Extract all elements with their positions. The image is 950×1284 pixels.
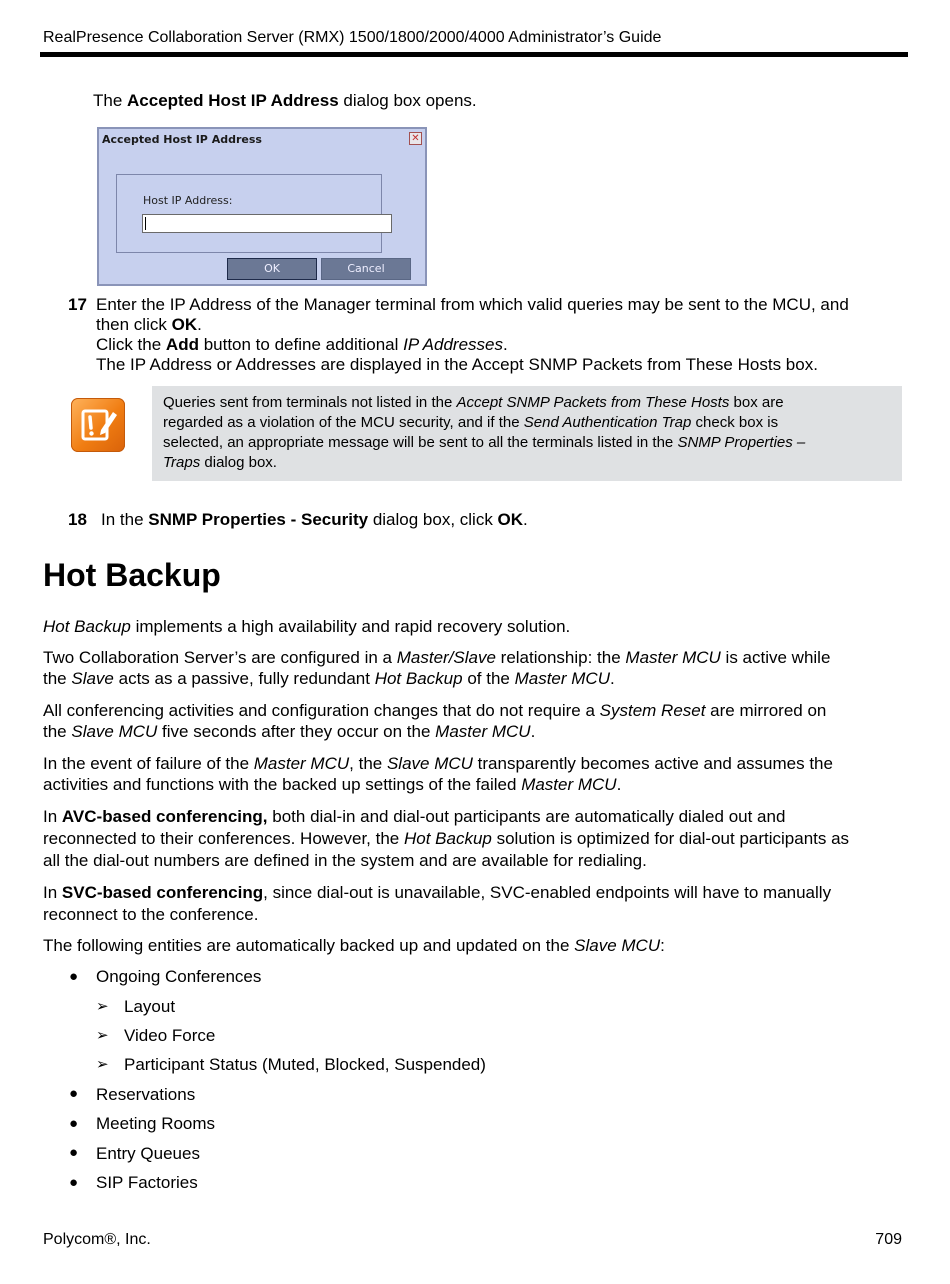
- arrow-bullet-icon: ➢: [96, 1056, 109, 1073]
- paragraph-6-line-1: In SVC-based conferencing, since dial-out is unavailable, SVC-enabled endpoints will have to manually: [43, 883, 832, 902]
- paragraph-4-line-2: activities and functions with the backed up settings of the failed Master MCU.: [43, 775, 622, 794]
- list-subitem: Video Force: [124, 1026, 216, 1045]
- accepted-host-ip-dialog: [97, 127, 427, 286]
- list-subitem: Participant Status (Muted, Blocked, Suspended): [124, 1055, 486, 1074]
- list-item: Meeting Rooms: [96, 1114, 216, 1133]
- page-header-title: RealPresence Collaboration Server (RMX) 1500/1800/2000/4000 Administrator’s Guide: [43, 29, 662, 46]
- list-item: Ongoing Conferences: [96, 967, 262, 986]
- paragraph-3-line-1: All conferencing activities and configuration changes that do not require a System Reset are mirrored on: [43, 701, 827, 720]
- header-rule: [40, 52, 908, 57]
- host-ip-label: Host IP Address:: [143, 194, 233, 207]
- list-item: Reservations: [96, 1085, 196, 1104]
- step-18-text: In the SNMP Properties - Security dialog box, click OK.: [101, 510, 528, 529]
- paragraph-5-line-3: all the dial-out numbers are defined in the system and are available for redialing.: [43, 851, 647, 870]
- ok-button[interactable]: OK: [227, 258, 317, 280]
- bullet-icon: ●: [69, 1115, 79, 1132]
- arrow-bullet-icon: ➢: [96, 998, 109, 1015]
- dialog-field-group: [116, 174, 382, 253]
- host-ip-input[interactable]: [142, 214, 392, 233]
- note-box: [152, 386, 902, 481]
- page-number: 709: [875, 1231, 902, 1248]
- note-line-4: Traps dialog box.: [163, 454, 277, 471]
- paragraph-3-line-2: the Slave MCU five seconds after they occur on the Master MCU.: [43, 722, 536, 741]
- step-17-line-4: The IP Address or Addresses are displayed in the Accept SNMP Packets from These Hosts box.: [96, 355, 818, 374]
- list-item: SIP Factories: [96, 1173, 198, 1192]
- note-pencil-icon: [71, 398, 125, 452]
- footer-company: Polycom®, Inc.: [43, 1231, 151, 1248]
- section-title: Hot Backup: [43, 557, 221, 593]
- bullet-icon: ●: [69, 1085, 79, 1102]
- text-caret: [145, 217, 146, 230]
- cancel-button[interactable]: Cancel: [321, 258, 411, 280]
- step-17-line-3: Click the Add button to define additional IP Addresses.: [96, 335, 508, 354]
- close-icon[interactable]: ✕: [409, 132, 422, 145]
- step-17-number: 17: [68, 295, 87, 314]
- dialog-title: Accepted Host IP Address: [102, 133, 262, 146]
- step-18-number: 18: [68, 510, 87, 529]
- bullet-icon: ●: [69, 1174, 79, 1191]
- bullet-icon: ●: [69, 968, 79, 985]
- list-subitem: Layout: [124, 997, 176, 1016]
- step-17-line-1: Enter the IP Address of the Manager terminal from which valid queries may be sent to the MCU, and: [96, 295, 849, 314]
- list-item: Entry Queues: [96, 1144, 200, 1163]
- paragraph-2-line-1: Two Collaboration Server’s are configured in a Master/Slave relationship: the Master MCU is active while: [43, 648, 831, 667]
- bullet-icon: ●: [69, 1144, 79, 1161]
- paragraph-2-line-2: the Slave acts as a passive, fully redundant Hot Backup of the Master MCU.: [43, 669, 615, 688]
- paragraph-5-line-1: In AVC-based conferencing, both dial-in and dial-out participants are automatically dialed out and: [43, 807, 786, 826]
- step-17-line-2: then click OK.: [96, 315, 202, 334]
- paragraph-5-line-2: reconnected to their conferences. However, the Hot Backup solution is optimized for dial-out participants as: [43, 829, 850, 848]
- arrow-bullet-icon: ➢: [96, 1027, 109, 1044]
- note-line-1: Queries sent from terminals not listed in the Accept SNMP Packets from These Hosts box are: [163, 394, 784, 411]
- paragraph-1: Hot Backup implements a high availability and rapid recovery solution.: [43, 617, 571, 636]
- paragraph-4-line-1: In the event of failure of the Master MCU, the Slave MCU transparently becomes active and assumes the: [43, 754, 833, 773]
- paragraph-7: The following entities are automatically backed up and updated on the Slave MCU:: [43, 936, 665, 955]
- note-line-2: regarded as a violation of the MCU security, and if the Send Authentication Trap check box is: [163, 414, 779, 431]
- note-line-3: selected, an appropriate message will be sent to all the terminals listed in the SNMP Properties –: [163, 434, 806, 451]
- paragraph-6-line-2: reconnect to the conference.: [43, 905, 259, 924]
- intro-text: The Accepted Host IP Address dialog box opens.: [93, 91, 477, 110]
